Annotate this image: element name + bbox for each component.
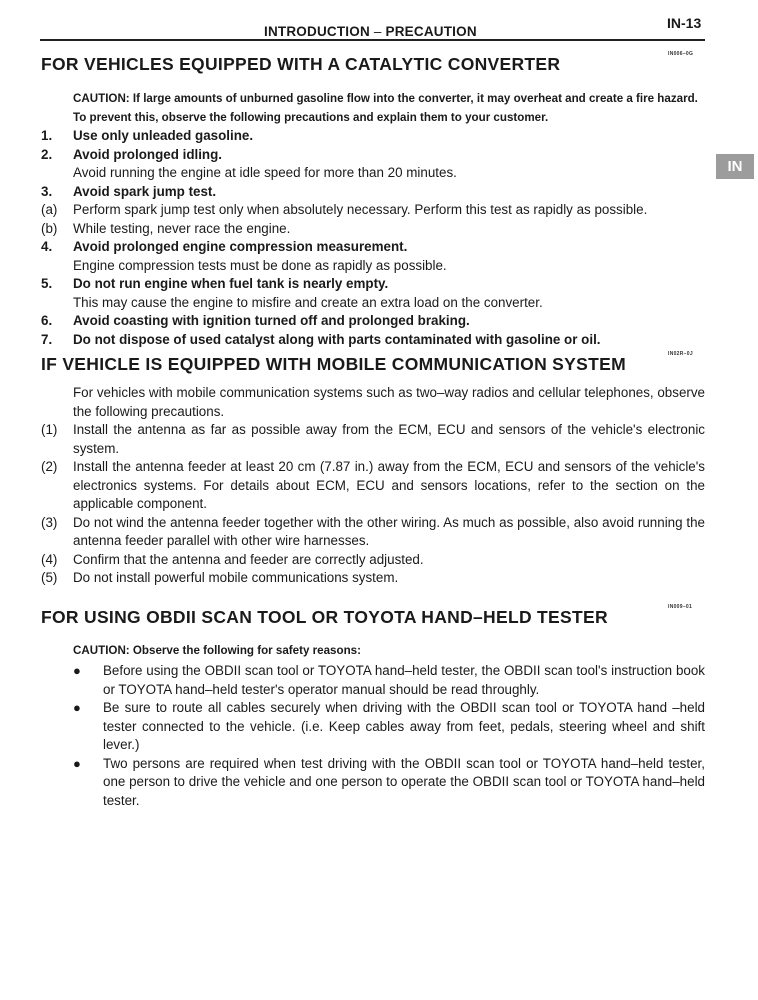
- item-text: Do not dispose of used catalyst along with parts contaminated with gasoline or oil.: [73, 331, 601, 347]
- mobile-intro: For vehicles with mobile communication systems such as two–way radios and cellular telephones, observe the following precautions.: [73, 385, 705, 419]
- catalytic-row: [41, 146, 705, 165]
- mobile-precaution-item: [41, 514, 705, 551]
- mobile-precaution-item: [41, 551, 705, 570]
- catalytic-row: [41, 257, 705, 276]
- item-text: Install the antenna feeder at least 20 cm (7.87 in.) away from the ECM, ECU and sensors of the vehicle's electronics systems. For details about ECM, ECU and sensors locations, refer to the section on the applicable component.: [73, 459, 705, 511]
- catalytic-row: [41, 312, 705, 331]
- item-number: 5.: [41, 276, 53, 291]
- item-text: Avoid coasting with ignition turned off and prolonged braking.: [73, 313, 470, 328]
- mobile-ref-code: IN02R–0J: [668, 351, 693, 357]
- bullet-icon: ●: [73, 700, 81, 715]
- mobile-precaution-list: [41, 421, 705, 588]
- mobile-precaution-item: [41, 569, 705, 588]
- item-text: Engine compression tests must be done as rapidly as possible.: [73, 257, 447, 273]
- catalytic-row: [41, 275, 705, 294]
- item-text: Avoid prolonged engine compression measurement.: [73, 239, 408, 254]
- obd-bullet-item: [73, 699, 705, 755]
- catalytic-caution: CAUTION: If large amounts of unburned gasoline flow into the converter, it may overheat and create a fire hazard. To prevent this, observe the following precautions and explain them to your customer.: [73, 92, 698, 124]
- page-number: IN-13: [667, 15, 702, 31]
- item-text: Do not run engine when fuel tank is nearly empty.: [73, 276, 389, 291]
- header-divider: [40, 39, 705, 41]
- catalytic-row: [41, 220, 705, 239]
- mobile-precaution-item: [41, 458, 705, 514]
- bullet-icon: ●: [73, 663, 81, 678]
- header-subsection: PRECAUTION: [385, 24, 477, 39]
- header-separator: –: [369, 24, 386, 39]
- item-number: 2.: [41, 146, 53, 162]
- item-text: Avoid prolonged idling.: [73, 146, 223, 162]
- obd-bullet-item: [73, 755, 705, 811]
- obd-heading: FOR USING OBDII SCAN TOOL OR TOYOTA HAND–HELD TESTER: [41, 607, 608, 627]
- item-number: 6.: [41, 313, 53, 328]
- item-number: 1.: [41, 128, 53, 143]
- item-text: Install the antenna as far as possible away from the ECM, ECU and sensors of the vehicle's electronic system.: [73, 422, 705, 456]
- item-number: 3.: [41, 183, 53, 199]
- item-number: (5): [41, 570, 58, 585]
- bullet-icon: ●: [73, 755, 81, 771]
- item-number: (2): [41, 459, 58, 474]
- item-number: (4): [41, 551, 58, 567]
- item-text: Be sure to route all cables securely when driving with the OBDII scan tool or TOYOTA hand –held tester connected to the vehicle. (i.e. Keep cables away from feet, pedals, steering wheel and shift lever.): [103, 700, 705, 752]
- catalytic-row: [41, 183, 705, 202]
- item-text: Before using the OBDII scan tool or TOYOTA hand–held tester, the OBDII scan tool's instruction book or TOYOTA hand–held tester's operator manual should be read throughly.: [103, 663, 705, 697]
- catalytic-row: [41, 331, 705, 350]
- item-number: 7.: [41, 331, 53, 347]
- item-text: Perform spark jump test only when absolutely necessary. Perform this test as rapidly as possible.: [73, 202, 648, 217]
- item-text: Confirm that the antenna and feeder are correctly adjusted.: [73, 551, 424, 567]
- catalytic-row: [41, 127, 705, 146]
- catalytic-row: [41, 201, 705, 220]
- catalytic-row: [41, 294, 705, 313]
- item-number: (3): [41, 514, 58, 530]
- item-text: Use only unleaded gasoline.: [73, 128, 254, 143]
- item-number: (b): [41, 220, 58, 236]
- item-text: Avoid spark jump test.: [73, 183, 217, 199]
- item-number: 4.: [41, 239, 53, 254]
- page-header: [264, 24, 477, 39]
- item-text: Do not install powerful mobile communications system.: [73, 570, 399, 585]
- catalytic-heading: FOR VEHICLES EQUIPPED WITH A CATALYTIC CONVERTER: [41, 54, 561, 74]
- section-tab: IN: [716, 154, 754, 179]
- obd-ref-code: IN009–01: [668, 604, 693, 610]
- header-section: INTRODUCTION: [264, 24, 370, 39]
- item-number: (1): [41, 422, 58, 437]
- item-number: (a): [41, 202, 58, 217]
- item-text: This may cause the engine to misfire and create an extra load on the converter.: [73, 294, 543, 310]
- obd-bullet-list: [73, 662, 705, 810]
- catalytic-ref-code: IN006–0G: [668, 51, 694, 57]
- mobile-precaution-item: [41, 421, 705, 458]
- item-text: Two persons are required when test driving with the OBDII scan tool or TOYOTA hand–held tester, one person to drive the vehicle and one person to operate the OBDII scan tool or TOYOTA hand–held tester.: [103, 755, 705, 808]
- obd-caution: CAUTION: Observe the following for safety reasons:: [73, 644, 361, 657]
- item-text: Avoid running the engine at idle speed for more than 20 minutes.: [73, 165, 457, 180]
- catalytic-row: [41, 238, 705, 257]
- obd-bullet-item: [73, 662, 705, 699]
- item-text: Do not wind the antenna feeder together with the other wiring. As much as possible, also avoid running the antenna feeder parallel with other wire harnesses.: [73, 514, 705, 548]
- item-text: While testing, never race the engine.: [73, 220, 291, 236]
- mobile-heading: IF VEHICLE IS EQUIPPED WITH MOBILE COMMUNICATION SYSTEM: [41, 354, 626, 374]
- catalytic-row: [41, 164, 705, 183]
